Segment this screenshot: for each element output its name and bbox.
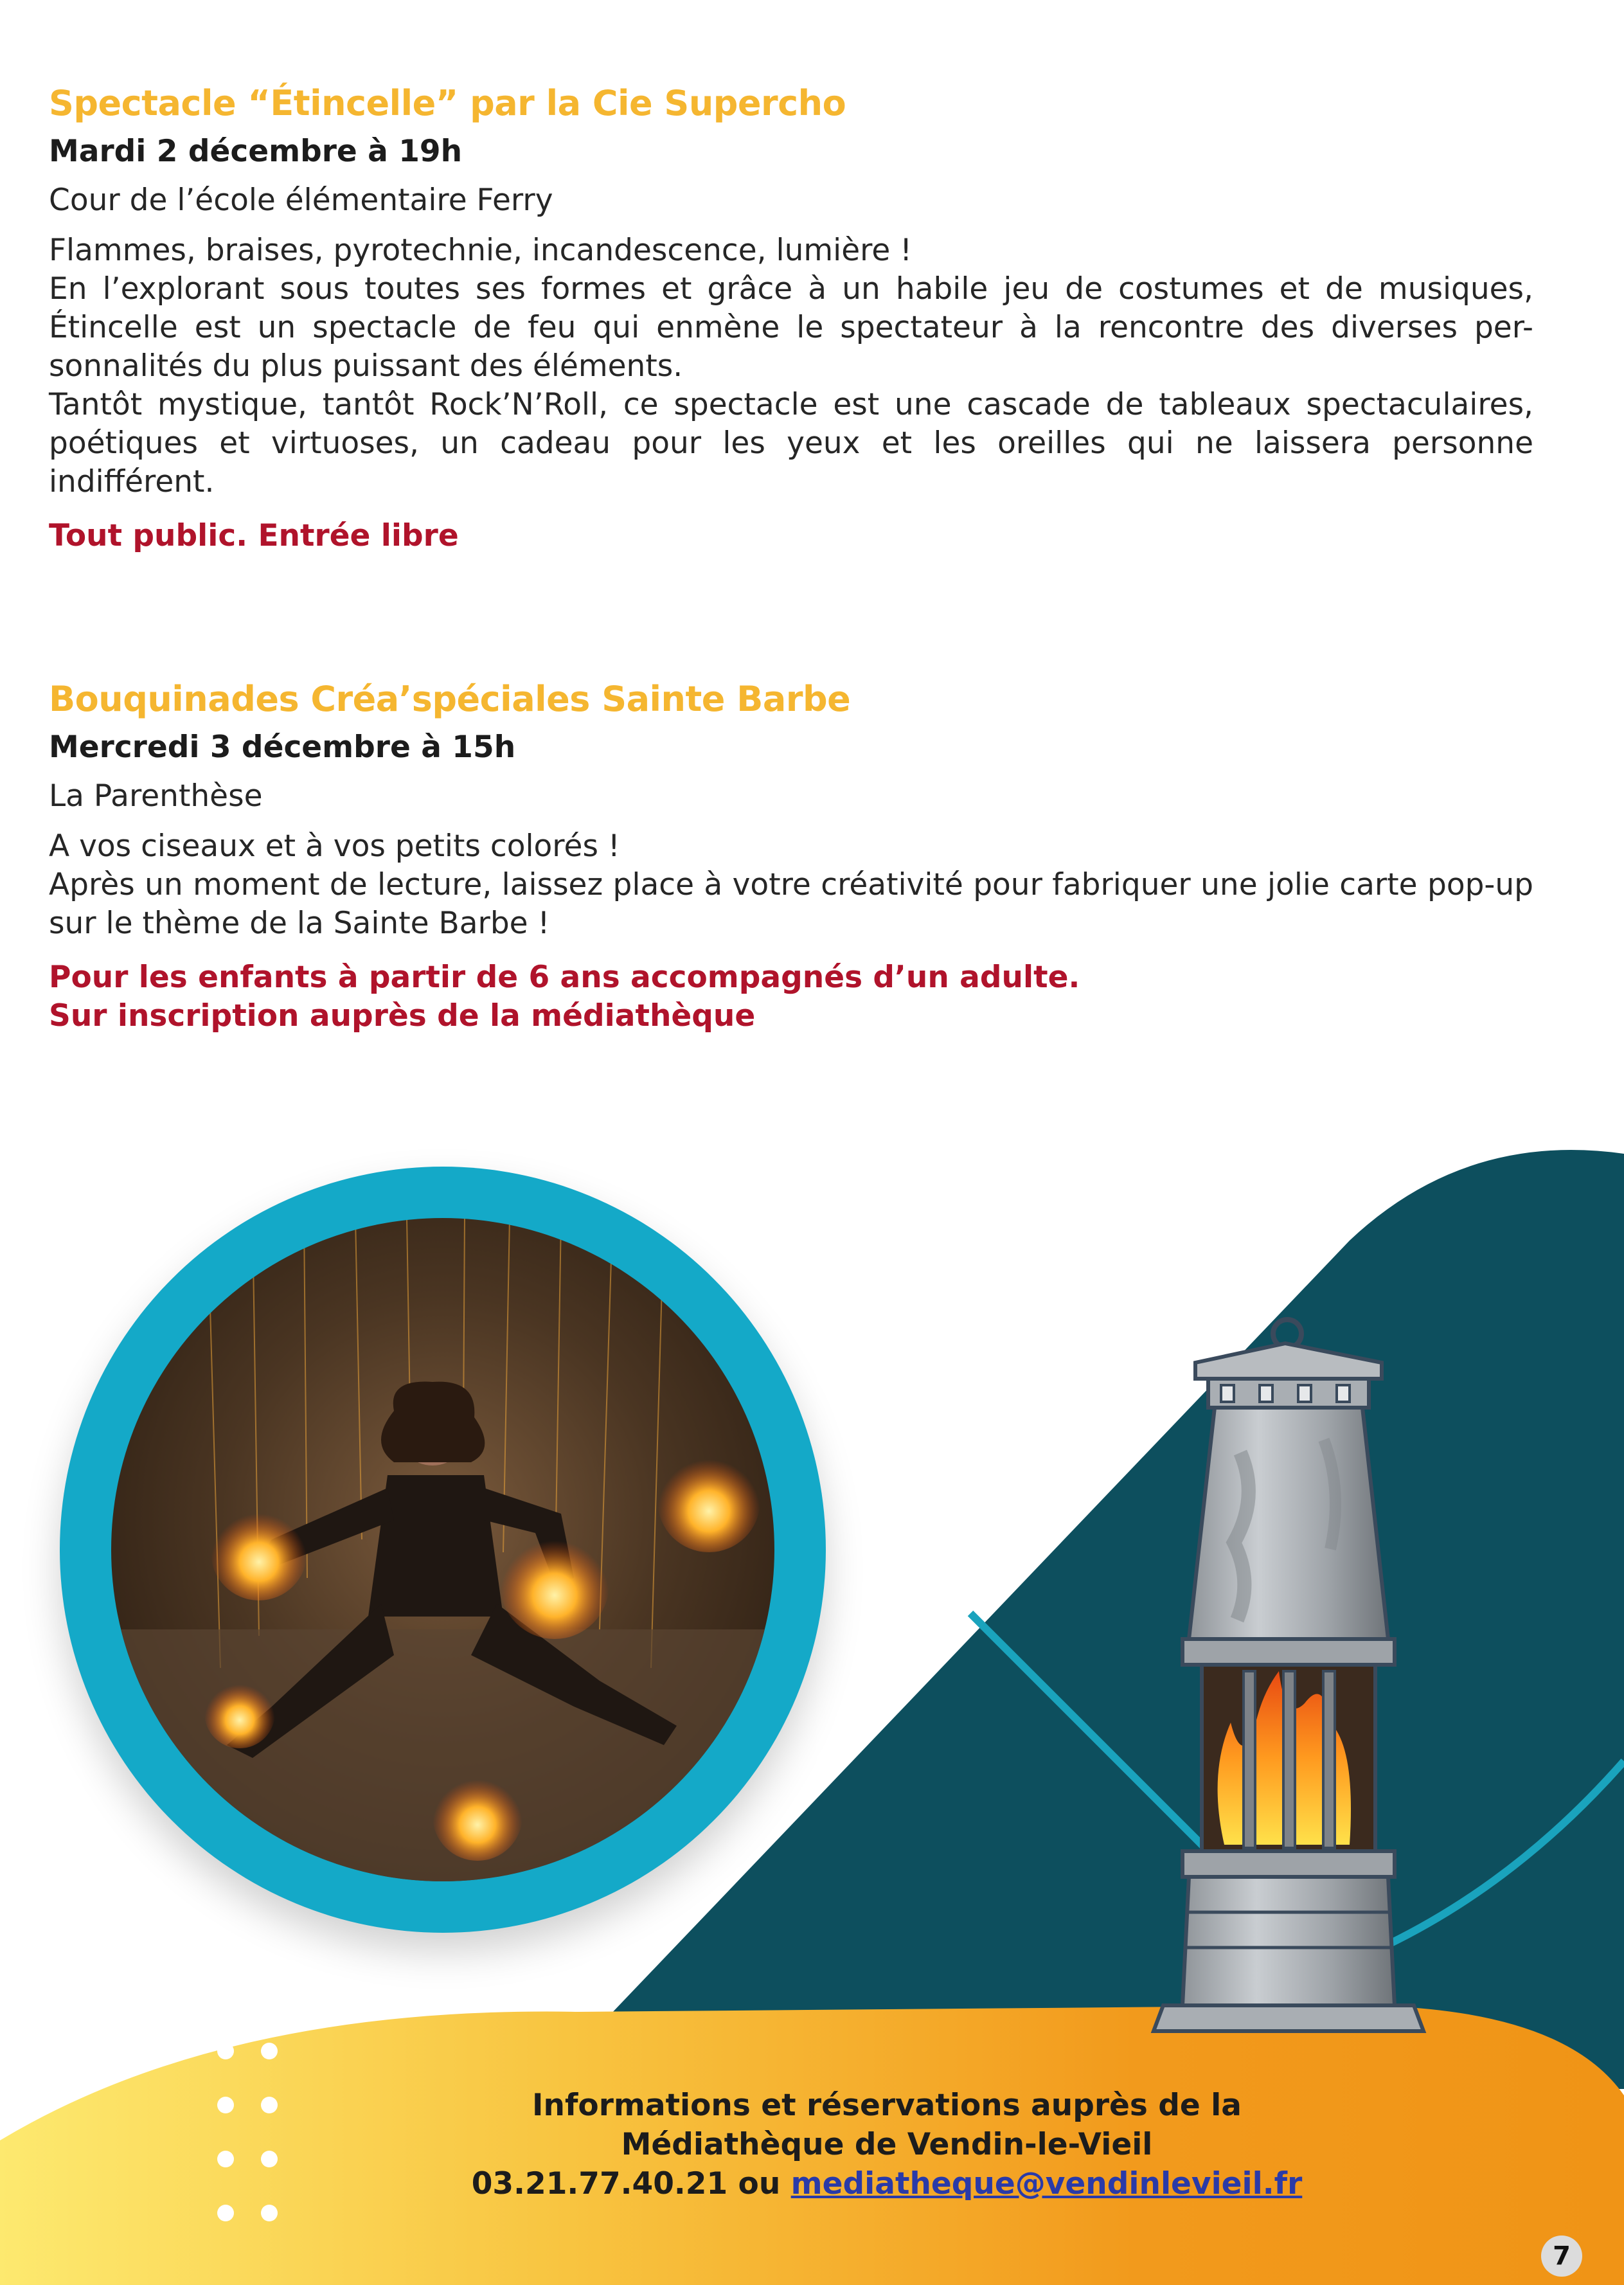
event-audience <box>49 958 1533 1035</box>
description-line: Tantôt mystique, tantôt Rock’N’Roll, ce spectacle est une cascade de tableaux spectaculaires, poétiques et virtuoses, un cadeau pour les yeux et les oreilles qui ne laissera personne indifférent. <box>49 387 1533 499</box>
event-section-etincelle <box>49 82 1533 555</box>
footer-line: Médiathèque de Vendin-le-Vieil <box>621 2127 1153 2162</box>
dot <box>217 2043 234 2059</box>
fire-performer-photo <box>111 1218 774 1881</box>
dot <box>261 2205 278 2221</box>
description-line: Après un moment de lecture, laissez place à votre créativité pour fabriquer une jolie carte pop-up sur le thème de la Sainte Barbe ! <box>49 867 1533 941</box>
dot <box>217 2097 234 2113</box>
event-title: Spectacle “Étincelle” par la Cie Supercho <box>49 83 846 123</box>
footer-line: Informations et réservations auprès de la <box>532 2088 1242 2123</box>
photo-frame <box>60 1167 826 1933</box>
audience-line: Pour les enfants à partir de 6 ans accompagnés d’un adulte. <box>49 960 1080 995</box>
event-section-bouquinades <box>49 678 1533 1035</box>
event-date: Mardi 2 décembre à 19h <box>49 134 463 169</box>
footer-contact-line <box>386 2164 1388 2203</box>
page-number: 7 <box>1541 2236 1582 2277</box>
email-link[interactable]: mediatheque@vendinlevieil.fr <box>790 2166 1303 2201</box>
event-place: La Parenthèse <box>49 778 263 814</box>
dot <box>217 2205 234 2221</box>
event-audience: Tout public. Entrée libre <box>49 518 459 553</box>
description-line: Flammes, braises, pyrotechnie, incandescence, lumière ! <box>49 233 913 268</box>
description-line: En l’explorant sous toutes ses formes et grâce à un habile jeu de costumes et de musiques, Étincelle est un spectacle de feu qui enmène le spectateur à la rencontre des diverses per-sonnalités du plus puissant des éléments. <box>49 271 1533 384</box>
dot <box>261 2151 278 2167</box>
dot <box>217 2151 234 2167</box>
fire-performer-illustration <box>111 1218 774 1881</box>
dot <box>261 2097 278 2113</box>
description-line: A vos ciseaux et à vos petits colorés ! <box>49 829 620 864</box>
phone-number: 03.21.77.40.21 ou <box>471 2166 791 2201</box>
event-title: Bouquinades Créa’spéciales Sainte Barbe <box>49 679 851 719</box>
event-description <box>49 231 1533 501</box>
audience-line: Sur inscription auprès de la médiathèque <box>49 998 756 1034</box>
event-date: Mercredi 3 décembre à 15h <box>49 730 516 765</box>
dot <box>261 2043 278 2059</box>
event-place: Cour de l’école élémentaire Ferry <box>49 183 553 218</box>
footer-contact-info <box>386 2086 1388 2203</box>
event-description <box>49 827 1533 943</box>
